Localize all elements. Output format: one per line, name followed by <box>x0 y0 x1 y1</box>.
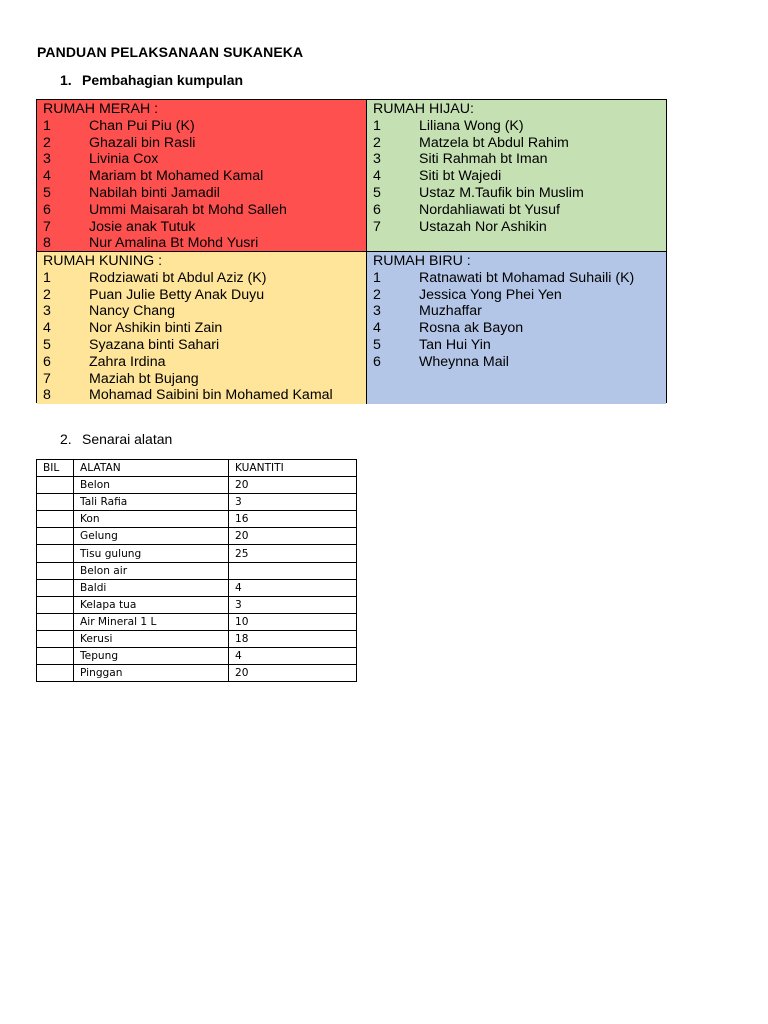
member-name: Matzela bt Abdul Rahim <box>419 134 569 151</box>
member-number: 4 <box>43 320 51 337</box>
house-merah <box>37 100 367 252</box>
table-row <box>37 596 357 613</box>
table-row <box>37 648 357 665</box>
section-heading-equipment <box>60 431 172 447</box>
member-item <box>43 185 366 202</box>
member-name: Ghazali bin Rasli <box>89 134 196 151</box>
member-number: 4 <box>373 320 381 337</box>
cell-kuantiti: 10 <box>229 613 357 630</box>
cell-kuantiti: 3 <box>229 596 357 613</box>
section-number: 1. <box>60 72 72 88</box>
member-name: Jessica Yong Phei Yen <box>419 286 562 303</box>
cell-bil <box>37 596 74 613</box>
member-number: 5 <box>373 184 381 201</box>
house-title: RUMAH BIRU : <box>373 253 471 269</box>
member-number: 7 <box>373 218 381 235</box>
member-item <box>43 371 366 388</box>
member-number: 7 <box>43 218 51 235</box>
member-number: 3 <box>373 151 381 168</box>
cell-bil <box>37 528 74 545</box>
member-number: 7 <box>43 370 51 387</box>
section-number: 2. <box>60 431 72 447</box>
cell-bil <box>37 511 74 528</box>
cell-kuantiti: 20 <box>229 477 357 494</box>
member-name: Ustaz M.Taufik bin Muslim <box>419 184 584 201</box>
cell-kuantiti: 3 <box>229 494 357 511</box>
table-row <box>37 545 357 562</box>
cell-kuantiti: 25 <box>229 545 357 562</box>
member-item <box>43 337 366 354</box>
cell-kuantiti: 18 <box>229 630 357 647</box>
equipment-table-body <box>37 477 357 682</box>
member-item <box>43 320 366 337</box>
table-row <box>37 579 357 596</box>
cell-bil <box>37 665 74 682</box>
cell-alatan: Baldi <box>74 579 229 596</box>
member-item <box>373 118 666 135</box>
member-name: Ustazah Nor Ashikin <box>419 218 547 235</box>
member-name: Mohamad Saibini bin Mohamed Kamal <box>89 387 333 404</box>
member-item <box>43 270 366 287</box>
house-hijau <box>367 100 666 252</box>
member-number: 5 <box>43 336 51 353</box>
member-name: Ummi Maisarah bt Mohd Salleh <box>89 201 287 218</box>
table-row <box>37 528 357 545</box>
member-name: Syazana binti Sahari <box>89 336 220 353</box>
cell-kuantiti: 4 <box>229 648 357 665</box>
member-item <box>43 303 366 320</box>
cell-alatan: Air Mineral 1 L <box>74 613 229 630</box>
member-item <box>373 337 666 354</box>
member-name: Josie anak Tutuk <box>89 218 196 235</box>
member-number: 4 <box>43 168 51 185</box>
member-item <box>373 202 666 219</box>
member-number: 2 <box>373 286 381 303</box>
header-bil: BIL <box>37 460 74 477</box>
member-name: Liliana Wong (K) <box>419 117 524 134</box>
house-title: RUMAH MERAH : <box>43 101 159 117</box>
member-name: Zahra Irdina <box>89 353 166 370</box>
cell-alatan: Kon <box>74 511 229 528</box>
member-number: 5 <box>43 184 51 201</box>
member-number: 1 <box>373 269 381 286</box>
member-number: 3 <box>373 303 381 320</box>
page-title: PANDUAN PELAKSANAAN SUKANEKA <box>37 44 304 60</box>
cell-kuantiti <box>229 562 357 579</box>
member-number: 3 <box>43 303 51 320</box>
cell-alatan: Kerusi <box>74 630 229 647</box>
member-number: 6 <box>373 201 381 218</box>
member-number: 6 <box>43 201 51 218</box>
member-name: Ratnawati bt Mohamad Suhaili (K) <box>419 269 635 286</box>
house-kuning <box>37 252 367 404</box>
member-item <box>43 235 366 252</box>
cell-alatan: Pinggan <box>74 665 229 682</box>
member-item <box>43 118 366 135</box>
equipment-table <box>36 459 357 682</box>
house-title: RUMAH KUNING : <box>43 253 163 269</box>
member-item <box>373 185 666 202</box>
member-item <box>43 135 366 152</box>
section-label: Senarai alatan <box>82 431 173 447</box>
cell-alatan: Tisu gulung <box>74 545 229 562</box>
cell-bil <box>37 562 74 579</box>
member-number: 1 <box>43 269 51 286</box>
member-name: Maziah bt Bujang <box>89 370 199 387</box>
member-number: 6 <box>373 353 381 370</box>
table-row <box>37 477 357 494</box>
member-item <box>373 135 666 152</box>
cell-bil <box>37 494 74 511</box>
member-name: Nur Amalina Bt Mohd Yusri <box>89 235 259 252</box>
member-number: 5 <box>373 336 381 353</box>
header-kuantiti: KUANTITI <box>229 460 357 477</box>
member-name: Tan Hui Yin <box>419 336 491 353</box>
cell-alatan: Gelung <box>74 528 229 545</box>
member-item <box>373 151 666 168</box>
member-number: 1 <box>373 117 381 134</box>
member-number: 2 <box>43 286 51 303</box>
cell-kuantiti: 20 <box>229 528 357 545</box>
cell-bil <box>37 545 74 562</box>
member-name: Nordahliawati bt Yusuf <box>419 201 560 218</box>
member-item <box>43 202 366 219</box>
member-item <box>43 387 366 404</box>
header-alatan: ALATAN <box>74 460 229 477</box>
member-item <box>373 219 666 236</box>
member-number: 8 <box>43 387 51 404</box>
house-title: RUMAH HIJAU: <box>373 101 474 117</box>
member-name: Siti Rahmah bt Iman <box>419 151 548 168</box>
member-number: 2 <box>43 134 51 151</box>
table-header-row <box>37 460 357 477</box>
cell-bil <box>37 613 74 630</box>
cell-alatan: Kelapa tua <box>74 596 229 613</box>
table-row <box>37 562 357 579</box>
cell-alatan: Tepung <box>74 648 229 665</box>
cell-bil <box>37 579 74 596</box>
member-name: Muzhaffar <box>419 303 482 320</box>
member-item <box>373 354 666 371</box>
member-name: Rodziawati bt Abdul Aziz (K) <box>89 269 267 286</box>
cell-kuantiti: 20 <box>229 665 357 682</box>
member-item <box>373 320 666 337</box>
member-name: Wheynna Mail <box>419 353 509 370</box>
member-name: Nancy Chang <box>89 303 175 320</box>
cell-kuantiti: 4 <box>229 579 357 596</box>
member-name: Siti bt Wajedi <box>419 168 502 185</box>
table-row <box>37 665 357 682</box>
cell-bil <box>37 648 74 665</box>
table-row <box>37 494 357 511</box>
member-item <box>43 219 366 236</box>
cell-kuantiti: 16 <box>229 511 357 528</box>
member-number: 3 <box>43 151 51 168</box>
member-name: Mariam bt Mohamed Kamal <box>89 168 264 185</box>
table-row <box>37 511 357 528</box>
member-number: 1 <box>43 117 51 134</box>
member-item <box>373 270 666 287</box>
member-number: 4 <box>373 168 381 185</box>
member-item <box>373 287 666 304</box>
cell-alatan: Belon air <box>74 562 229 579</box>
cell-bil <box>37 477 74 494</box>
member-name: Chan Pui Piu (K) <box>89 117 195 134</box>
section-heading-groups <box>60 72 243 88</box>
section-label: Pembahagian kumpulan <box>82 72 244 88</box>
member-item <box>43 151 366 168</box>
member-item <box>43 168 366 185</box>
cell-alatan: Belon <box>74 477 229 494</box>
member-number: 8 <box>43 235 51 252</box>
member-name: Livinia Cox <box>89 151 159 168</box>
member-item <box>43 354 366 371</box>
member-item <box>43 287 366 304</box>
cell-alatan: Tali Rafia <box>74 494 229 511</box>
member-number: 6 <box>43 353 51 370</box>
member-name: Puan Julie Betty Anak Duyu <box>89 286 265 303</box>
house-groups-grid <box>36 99 667 403</box>
member-name: Nor Ashikin binti Zain <box>89 320 223 337</box>
member-name: Nabilah binti Jamadil <box>89 184 220 201</box>
cell-bil <box>37 630 74 647</box>
member-item <box>373 168 666 185</box>
table-row <box>37 630 357 647</box>
house-biru <box>367 252 666 404</box>
table-row <box>37 613 357 630</box>
member-item <box>373 303 666 320</box>
member-name: Rosna ak Bayon <box>419 320 524 337</box>
member-number: 2 <box>373 134 381 151</box>
